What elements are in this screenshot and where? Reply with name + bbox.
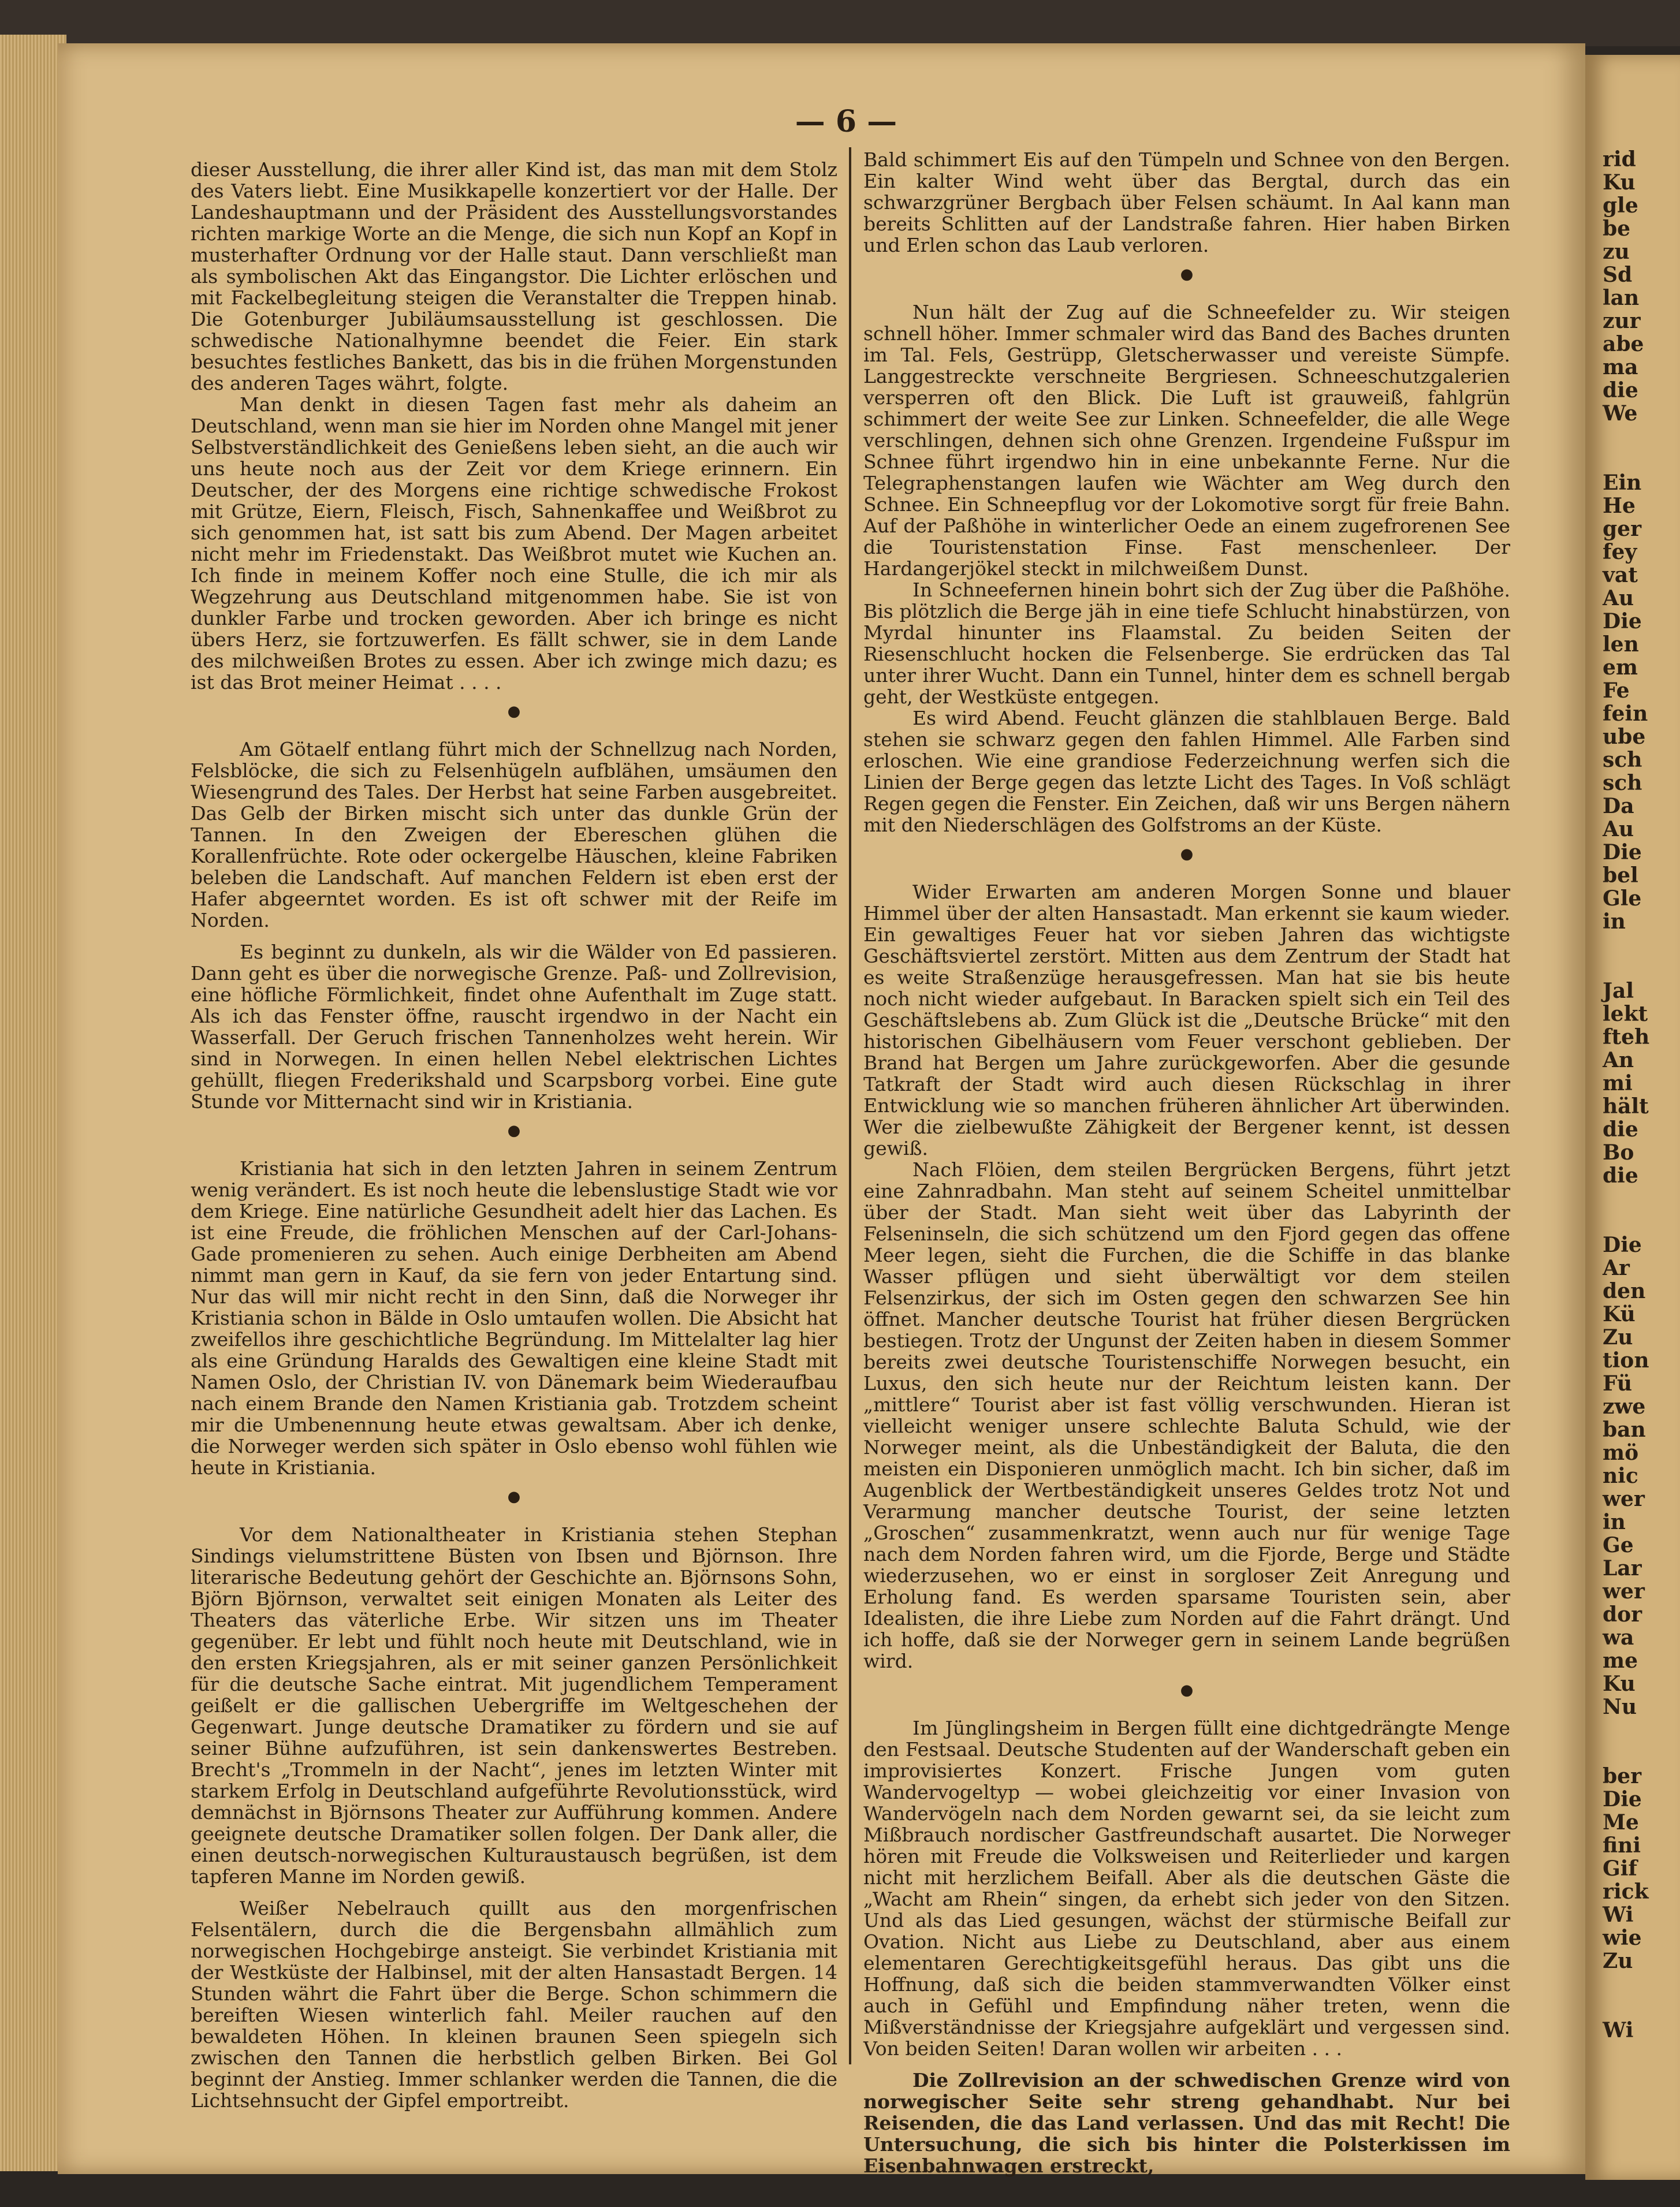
next-page-text-fragment: Die <box>1603 840 1642 864</box>
next-page-text-fragment: die <box>1603 1164 1638 1188</box>
next-page-text-fragment: Zu <box>1603 1949 1633 1973</box>
next-page-text-fragment: mö <box>1603 1441 1639 1465</box>
article-paragraph: Weißer Nebelrauch quillt aus den morgenfrischen Felsentälern, durch die die Bergensbahn allmählich zum norwegischen Hochgebirge ansteigt. Sie verbindet Kristiania mit der Westküste der Halbinsel, mit der alten Hansastadt Bergen. 14 Stunden währt die Fahrt über die Berge. Schon schimmern die bereiften Wiesen winterlich fahl. Meiler rauchen auf den bewaldeten Höhen. In kleinen braunen Seen spiegeln sich zwischen den Tannen die herbstlich gelben Birken. Bei Gol beginnt der Anstieg. Immer schlanker werden die Tannen, die die Lichtsehnsucht der Gipfel emportreibt. <box>191 1897 837 2112</box>
next-page-text-fragment: lekt <box>1603 1002 1648 1026</box>
next-page-text-fragment: Ar <box>1603 1256 1630 1280</box>
book-spine-edge <box>0 35 66 2171</box>
scanner-background <box>0 0 1680 46</box>
next-page-text-fragment: Ge <box>1603 1533 1634 1557</box>
next-page-text-fragment: Me <box>1603 1810 1639 1835</box>
article-paragraph: Bald schimmert Eis auf den Tümpeln und Schnee von den Bergen. Ein kalter Wind weht über das Bergtal, durch das ein schwarzgrüner Bergbach über Felsen schäumt. In Aal kann man bereits Schlitten auf der Landstraße fahren. Hier haben Birken und Erlen schon das Laub verloren. <box>863 148 1510 256</box>
left-column <box>191 158 837 2112</box>
next-page-text-fragment: be <box>1603 217 1631 241</box>
next-page-text-fragment: Die <box>1603 1787 1642 1811</box>
next-page-text-fragment: Kü <box>1603 1302 1636 1326</box>
next-page-text-fragment: Bo <box>1603 1140 1634 1165</box>
next-page-text-fragment: zwe <box>1603 1395 1646 1419</box>
next-page-text-fragment: Fü <box>1603 1371 1633 1396</box>
article-paragraph: Nun hält der Zug auf die Schneefelder zu. Wir steigen schnell höher. Immer schmaler wird das Band des Baches drunten im Tal. Fels, Gestrüpp, Gletscherwasser und vereiste Sümpfe. Langgestreckte verschneite Bergriesen. Schneeschutzgalerien versperren oft den Blick. Die Luft ist grauweiß, fahlgrün schimmert der weite See zur Linken. Schneefelder, die alle Wege verschlingen, dehnen sich ohne Grenzen. Irgendeine Fußspur im Schnee führt irgendwo hin in eine unbekannte Ferne. Nur die Telegraphenstangen laufen wie Wächter am Weg durch den Schnee. Ein Schneepflug vor der Lokomotive sorgt für freie Bahn. Auf der Paßhöhe in winterlicher Oede an einem zugefrorenen See die Touristenstation Finse. Fast menschenleer. Der Hardangerjökel steckt in milchweißem Dunst. <box>863 301 1510 580</box>
next-page-text-fragment: Die <box>1603 1233 1642 1257</box>
next-page-text-fragment: Lar <box>1603 1556 1642 1580</box>
page-number: — 6 — <box>795 104 897 139</box>
next-page-text-fragment: die <box>1603 1117 1638 1142</box>
next-page-text-fragment: mi <box>1603 1071 1633 1095</box>
section-separator: ● <box>507 1488 521 1505</box>
next-page-text-fragment: hält <box>1603 1094 1649 1119</box>
next-page-text-fragment: bel <box>1603 863 1638 888</box>
next-page-text-fragment: rick <box>1603 1880 1649 1904</box>
article-paragraph: In Schneefernen hinein bohrt sich der Zug über die Paßhöhe. Bis plötzlich die Berge jäh in eine tiefe Schlucht hinabstürzen, von Myrdal hinunter ins Flaamstal. Zu beiden Seiten der Riesenschlucht hocken die Felsenberge. Sie erdrücken das Tal unter ihrer Wucht. Dann ein Tunnel, hinter dem es schnell bergab geht, der Westküste entgegen. <box>863 579 1510 708</box>
next-page-text-fragment: nic <box>1603 1464 1638 1488</box>
next-page-text-fragment: Da <box>1603 794 1634 818</box>
article-paragraph: Die Zollrevision an der schwedischen Grenze wird von norwegischer Seite sehr streng gehandhabt. Nur bei Reisenden, die das Land verlassen. Und das mit Recht! Die Untersuchung, die sich bis hinter die Polsterkissen im Eisenbahnwagen erstreckt, <box>863 2069 1510 2177</box>
next-page-text-fragment: gle <box>1603 193 1638 218</box>
article-paragraph: Am Götaelf entlang führt mich der Schnellzug nach Norden, Felsblöcke, die sich zu Felsenhügeln aufblähen, umsäumen den Wiesengrund des Tales. Der Herbst hat seine Farben ausgebreitet. Das Gelb der Birken mischt sich unter das dunkle Grün der Tannen. In den Zweigen der Ebereschen glühen die Korallenfrüchte. Rote oder ockergelbe Häuschen, kleine Fabriken beleben die Landschaft. Auf manchen Feldern ist eben erst der Hafer abgeerntet worden. Es ist oft schwer mit der Reife im Norden. <box>191 738 837 931</box>
next-page-text-fragment: Ein <box>1603 471 1642 495</box>
next-page-text-fragment: em <box>1603 655 1638 680</box>
next-page-text-fragment: Gif <box>1603 1856 1637 1881</box>
next-page-text-fragment: Fe <box>1603 678 1630 703</box>
next-page-text-fragment: dor <box>1603 1602 1642 1627</box>
next-page-text-fragment: den <box>1603 1279 1646 1303</box>
article-paragraph: Wider Erwarten am anderen Morgen Sonne und blauer Himmel über der alten Hansastadt. Man erkennt sie kaum wieder. Ein gewaltiges Feuer hat vor sieben Jahren das wichtigste Geschäftsviertel zerstört. Mitten aus dem Zentrum der Stadt hat es weite Straßenzüge herausgefressen. Man hat sie bis heute noch nicht wieder aufgebaut. In Baracken spielt sich ein Teil des Geschäftslebens ab. Zum Glück ist die „Deutsche Brücke“ mit den historischen Gibelhäusern vom Feuer verschont geblieben. Der Brand hat Bergen um Jahre zurückgeworfen. Aber die gesunde Tatkraft der Stadt wird auch diesen Rückschlag in ihrer Entwicklung wie so manchen früheren ähnlicher Art überwinden. Wer die zielbewußte Zähigkeit der Bergener kennt, ist dessen gewiß. <box>863 881 1510 1160</box>
article-paragraph: Es wird Abend. Feucht glänzen die stahlblauen Berge. Bald stehen sie schwarz gegen den fahlen Himmel. Alle Farben sind erloschen. Wie eine grandiose Federzeichnung werfen sich die Linien der Berge gegen das letzte Licht des Tages. In Voß schlägt Regen gegen die Fenster. Ein Zeichen, daß wir uns Bergen nähern mit den Niederschlägen des Golfstroms an der Küste. <box>863 707 1510 836</box>
article-paragraph: Vor dem Nationaltheater in Kristiania stehen Stephan Sindings vielumstrittene Büsten von Ibsen und Björnson. Ihre literarische Bedeutung gehört der Geschichte an. Björnsons Sohn, Björn Björnson, verwaltet seit einigen Monaten als Leiter des Theaters das väterliche Erbe. Wir sitzen uns im Theater gegenüber. Er lebt und fühlt noch heute mit Deutschland, wie in den ersten Kriegsjahren, als er mit seiner ganzen Persönlichkeit für die deutsche Sache eintrat. Mit jugendlichem Temperament geißelt er die gallischen Uebergriffe im Weltgeschehen der Gegenwart. Junge deutsche Dramatiker zu fördern und sie auf seiner Bühne aufzuführen, ist sein dankenswertes Bestreben. Brecht's „Trommeln in der Nacht“, jenes im letzten Winter mit starkem Erfolg in Deutschland aufgeführte Revolutionsstück, wird demnächst in Björnsons Theater zur Aufführung kommen. Andere geeignete deutsche Dramatiker sollen folgen. Der Dank aller, die einen deutsch-norwegischen Kulturaustausch begrüßen, ist dem tapferen Manne im Norden gewiß. <box>191 1523 837 1888</box>
next-page-text-fragment: fein <box>1603 702 1648 726</box>
article-paragraph: Im Jünglingsheim in Bergen füllt eine dichtgedrängte Menge den Festsaal. Deutsche Studenten auf der Wanderschaft geben ein improvisiertes Konzert. Frische Jungen vom guten Wandervogeltyp — wobei gleichzeitig vor einer Invasion von Wandervögeln nach dem Norden gewarnt sei, da sie leicht zum Mißbrauch nordischer Gastfreundschaft ausartet. Die Norweger hören mit Freude die Volksweisen und Reiterlieder und kargen nicht mit herzlichem Beifall. Aber als die deutschen Gäste die „Wacht am Rhein“ singen, da erhebt sich jeder von den Sitzen. Und als das Lied gesungen, wächst der stürmische Beifall zur Ovation. Nicht aus Liebe zu Deutschland, aber aus einem elementaren Gerechtigkeitsgefühl heraus. Das gibt uns die Hoffnung, daß sich die beiden stammverwandten Völker einst auch in Gefühl und Empfindung näher treten, wenn die Mißverständnisse der Kriegsjahre aufgeklärt und vergessen sind. Von beiden Seiten! Daran wollen wir arbeiten . . . <box>863 1717 1510 2060</box>
section-separator: ● <box>1180 845 1194 863</box>
next-page-text-fragment: Sd <box>1603 263 1633 287</box>
next-page-text-fragment: ube <box>1603 725 1646 749</box>
next-page-text-fragment: An <box>1603 1048 1634 1072</box>
next-page-text-fragment: rid <box>1603 147 1636 172</box>
next-page-text-fragment: ger <box>1603 517 1642 541</box>
next-page-text-fragment: me <box>1603 1649 1638 1673</box>
next-page-text-fragment: wer <box>1603 1487 1645 1511</box>
right-column <box>863 148 1510 2177</box>
next-page-text-fragment: ber <box>1603 1764 1642 1788</box>
section-separator: ● <box>507 703 521 720</box>
next-page-text-fragment: ban <box>1603 1418 1646 1442</box>
next-page-text-fragment: wie <box>1603 1926 1642 1950</box>
next-page-text-fragment: vat <box>1603 563 1638 587</box>
next-page-text-fragment: Zu <box>1603 1325 1633 1349</box>
next-page-text-fragment: Die <box>1603 609 1642 633</box>
next-page-text-fragment: fteh <box>1603 1025 1650 1049</box>
next-page-text-fragment: Au <box>1603 586 1634 610</box>
section-separator: ● <box>1180 266 1194 283</box>
next-page-text-fragment: ma <box>1603 355 1638 379</box>
next-page-text-fragment: wer <box>1603 1579 1645 1604</box>
next-page-text-fragment: lan <box>1603 286 1640 310</box>
next-page-text-fragment: sch <box>1603 748 1642 772</box>
section-separator: ● <box>1180 1682 1194 1699</box>
next-page-text-fragment: sch <box>1603 771 1642 795</box>
column-divider <box>849 147 851 2064</box>
article-paragraph: dieser Ausstellung, die ihrer aller Kind ist, das man mit dem Stolz des Vaters liebt. Eine Musikkapelle konzertiert vor der Halle. Der Landeshauptmann und der Präsident des Ausstellungsvorstandes richten markige Worte an die Menge, die sich nun Kopf an Kopf in musterhafter Ordnung vor der Halle staut. Dann verschließt man als symbolischen Akt das Eingangstor. Die Lichter erlöschen und mit Fackelbegleitung steigen die Veranstalter die Treppen hinab. Die Gotenburger Jubiläumsausstellung ist geschlossen. Die schwedische Nationalhymne beendet die Feier. Ein stark besuchtes festliches Bankett, das bis in die frühen Morgenstunden des anderen Tages währt, folgte. <box>191 158 837 394</box>
next-page-text-fragment: len <box>1603 632 1639 657</box>
next-page-text-fragment: wa <box>1603 1626 1634 1650</box>
next-page-text-fragment: Wi <box>1603 1903 1634 1927</box>
next-page-text-fragment: zu <box>1603 240 1630 264</box>
next-page-text-fragment: Gle <box>1603 886 1642 911</box>
next-page-text-fragment: in <box>1603 909 1626 934</box>
next-page-text-fragment: zur <box>1603 309 1641 333</box>
article-paragraph: Es beginnt zu dunkeln, als wir die Wälder von Ed passieren. Dann geht es über die norwegische Grenze. Paß- und Zollrevision, eine höfliche Förmlichkeit, findet ohne Aufenthalt im Zuge statt. Als ich das Fenster öffne, rauscht irgendwo in der Nacht ein Wasserfall. Der Geruch frischen Tannenholzes weht herein. Wir sind in Norwegen. In einen hellen Nebel elektrischen Lichtes gehüllt, fliegen Frederikshald und Scarpsborg vorbei. Eine gute Stunde vor Mitternacht sind wir in Kristiania. <box>191 941 837 1113</box>
next-page-text-fragment: abe <box>1603 332 1644 356</box>
next-page-text-fragment: Jal <box>1603 979 1634 1003</box>
next-page-text-fragment: tion <box>1603 1348 1649 1373</box>
next-page-text-fragment: Ku <box>1603 170 1636 195</box>
next-page-text-fragment: fey <box>1603 540 1637 564</box>
article-paragraph: Nach Flöien, dem steilen Bergrücken Bergens, führt jetzt eine Zahnradbahn. Man steht auf seinem Scheitel unmittelbar über der Stadt. Man sieht weit über das Labyrinth der Felseninseln, die sich schützend um den Fjord gegen das offene Meer legen, sieht die Furchen, die die Schiffe in das blanke Wasser pflügen und sieht überwältigt vor dem steilen Felsenzirkus, der sich im Osten gegen den schwarzen See hin öffnet. Mancher deutsche Tourist hat früher diesen Bergrücken bestiegen. Trotz der Ungunst der Zeiten haben in diesem Sommer bereits zwei deutsche Touristenschiffe Norwegen besucht, ein Luxus, den sich heute nur der Reichtum leisten kann. Der „mittlere“ Tourist aber ist fast völlig verschwunden. Hieran ist vielleicht weniger unsere schlechte Baluta Schuld, wie der Norweger meint, als die Unbeständigkeit der Baluta, die den meisten ein Disponieren unmöglich macht. Ich bin sicher, daß im Augenblick der Wertbeständigkeit unseres Geldes trotz Not und Verarmung mancher deutsche Tourist, der seine letzten „Groschen“ zusammenkratzt, wenn auch nur für wenige Tage nach dem Norden fahren wird, um die Fjorde, Berge und Städte wiederzusehen, wo er einst in sorgloser Zeit Anregung und Erholung fand. Es werden sparsame Touristen sein, aber Idealisten, die ihre Liebe zum Norden auf die Fahrt drängt. Und ich hoffe, daß sie der Norweger gern in seinem Lande begrüßen wird. <box>863 1158 1510 1672</box>
adjacent-page-edge <box>1585 55 1680 2180</box>
next-page-text-fragment: Au <box>1603 817 1634 841</box>
next-page-text-fragment: die <box>1603 378 1638 402</box>
next-page-text-fragment: We <box>1603 401 1638 426</box>
article-paragraph: Kristiania hat sich in den letzten Jahren in seinem Zentrum wenig verändert. Es ist noch heute die lebenslustige Stadt wie vor dem Kriege. Eine natürliche Gesundheit adelt hier das Lachen. Es ist eine Freude, die fröhlichen Menschen auf der Carl-Johans-Gade promenieren zu sehen. Auch einige Derbheiten am Abend nimmt man gern in Kauf, da sie fern von jeder Entartung sind. Nur das will mir nicht recht in den Sinn, daß die Norweger ihr Kristiania schon in Bälde in Oslo umtaufen wollen. Die Absicht hat zweifellos ihre geschichtliche Begründung. Im Mittelalter lag hier als eine Gründung Haralds des Gewaltigen eine kleine Stadt mit Namen Oslo, der Christian IV. von Dänemark beim Wiederaufbau nach einem Brande den Namen Kristiania gab. Trotzdem scheint mir die Umbenennung heute etwas gewaltsam. Aber ich denke, die Norweger werden sich später in Oslo ebenso wohl fühlen wie heute in Kristiania. <box>191 1157 837 1479</box>
next-page-text-fragment: fini <box>1603 1833 1641 1858</box>
next-page-text-fragment: Wi <box>1603 2018 1634 2042</box>
next-page-text-fragment: He <box>1603 494 1636 518</box>
next-page-text-fragment: in <box>1603 1510 1626 1534</box>
article-paragraph: Man denkt in diesen Tagen fast mehr als daheim an Deutschland, wenn man sie hier im Norden ohne Mangel mit jener Selbstverständlichkeit des Genießens leben sieht, an die auch wir uns heute noch aus der Zeit vor dem Kriege erinnern. Ein Deutscher, der des Morgens eine richtige schwedische Frokost mit Grütze, Eiern, Fleisch, Fisch, Sahnenkaffee und Weißbrot zu sich genommen hat, ist satt bis zum Abend. Der Magen arbeitet nicht mehr im Friedenstakt. Das Weißbrot mutet wie Kuchen an. Ich finde in meinem Koffer noch eine Stulle, die ich mir als Wegzehrung aus Deutschland mitgenommen habe. Sie ist von dunkler Farbe und trocken geworden. Aber ich bringe es nicht übers Herz, sie fortzuwerfen. Es fällt schwer, sie in dem Lande des milchweißen Brotes zu essen. Aber ich zwinge mich dazu; es ist das Brot meiner Heimat . . . . <box>191 393 837 694</box>
next-page-text-fragment: Ku <box>1603 1672 1636 1696</box>
section-separator: ● <box>507 1122 521 1139</box>
next-page-text-fragment: Nu <box>1603 1695 1637 1719</box>
